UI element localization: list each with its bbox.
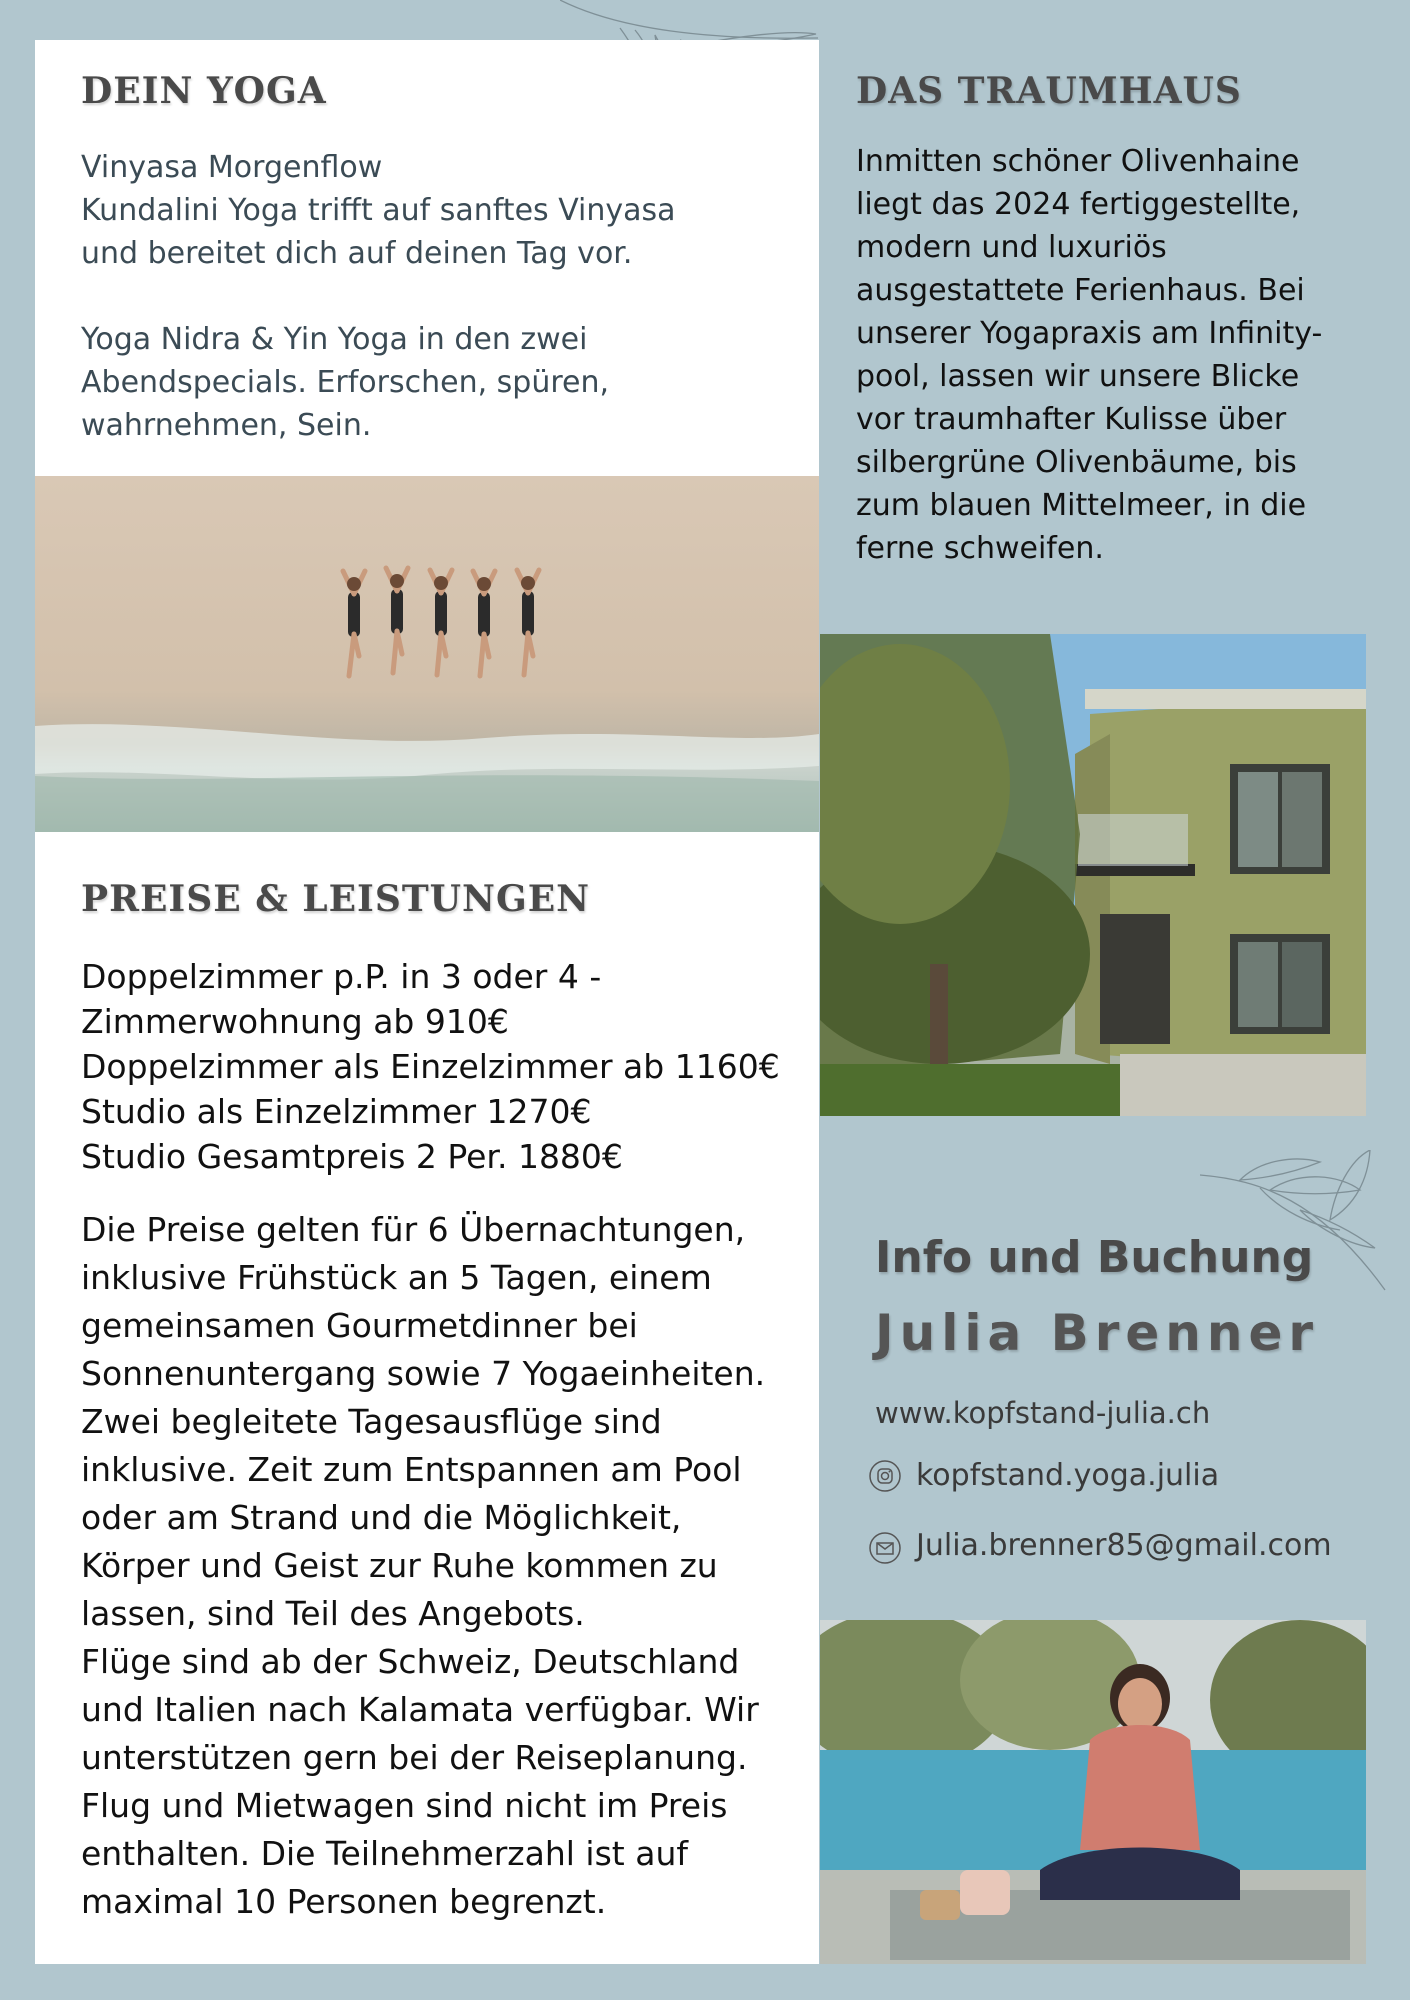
instagram-icon	[869, 1460, 901, 1492]
villa-photo	[820, 634, 1366, 1116]
beach-yoga-photo	[35, 476, 819, 832]
email-link[interactable]: Julia.brenner85@gmail.com	[916, 1528, 1332, 1563]
yoga-heading: DEIN YOGA	[81, 70, 327, 112]
house-description: Inmitten schöner Olivenhaine liegt das 2024 fertiggestellte, modern und luxuriös ausgestattete Ferienhaus. Bei unserer Yogapraxis am Infinity- pool, lassen wir unsere Blicke vor traumhafter Kulisse über silbergrüne Olivenbäume, bis zum blauen Mittelmeer, in die ferne schweifen.	[856, 144, 1323, 566]
house-heading: DAS TRAUMHAUS	[856, 70, 1242, 112]
yoga-description: Vinyasa Morgenflow Kundalini Yoga trifft auf sanftes Vinyasa und bereitet dich auf deinen Tag vor. Yoga Nidra & Yin Yoga in den zwei Abendspecials. Erforschen, spüren, wahrnehmen, Sein.	[81, 150, 676, 443]
instagram-link[interactable]: kopfstand.yoga.julia	[916, 1458, 1220, 1493]
envelope-icon	[869, 1532, 901, 1564]
website-link[interactable]: www.kopfstand-julia.ch	[875, 1396, 1211, 1430]
prices-heading: PREISE & LEISTUNGEN	[81, 878, 591, 920]
prices-details: Die Preise gelten für 6 Übernachtungen, inklusive Frühstück an 5 Tagen, einem gemeinsamen Gourmetdinner bei Sonnenuntergang sowie 7 Yogaeinheiten. Zwei begleitete Tagesausflüge sind inklusive. Zeit zum Entspannen am Pool oder am Strand und die Möglichkeit, Körper und Geist zur Ruhe kommen zu lassen, sind Teil des Angebots. Flüge sind ab der Schweiz, Deutschland und Italien nach Kalamata verfügbar. Wir unterstützen gern bei der Reiseplanung. Flug und Mietwagen sind nicht im Preis enthalten. Die Teilnehmerzahl ist auf maximal 10 Personen begrenzt.	[81, 1210, 766, 1921]
contact-title: Info und Buchung	[875, 1232, 1314, 1283]
prices-list: Doppelzimmer p.P. in 3 oder 4 - Zimmerwohnung ab 910€ Doppelzimmer als Einzelzimmer ab 1160€ Studio als Einzelzimmer 1270€ Studio Gesamtpreis 2 Per. 1880€	[81, 957, 780, 1176]
contact-name: Julia Brenner	[875, 1304, 1320, 1362]
julia-poolside-photo	[820, 1620, 1366, 1964]
